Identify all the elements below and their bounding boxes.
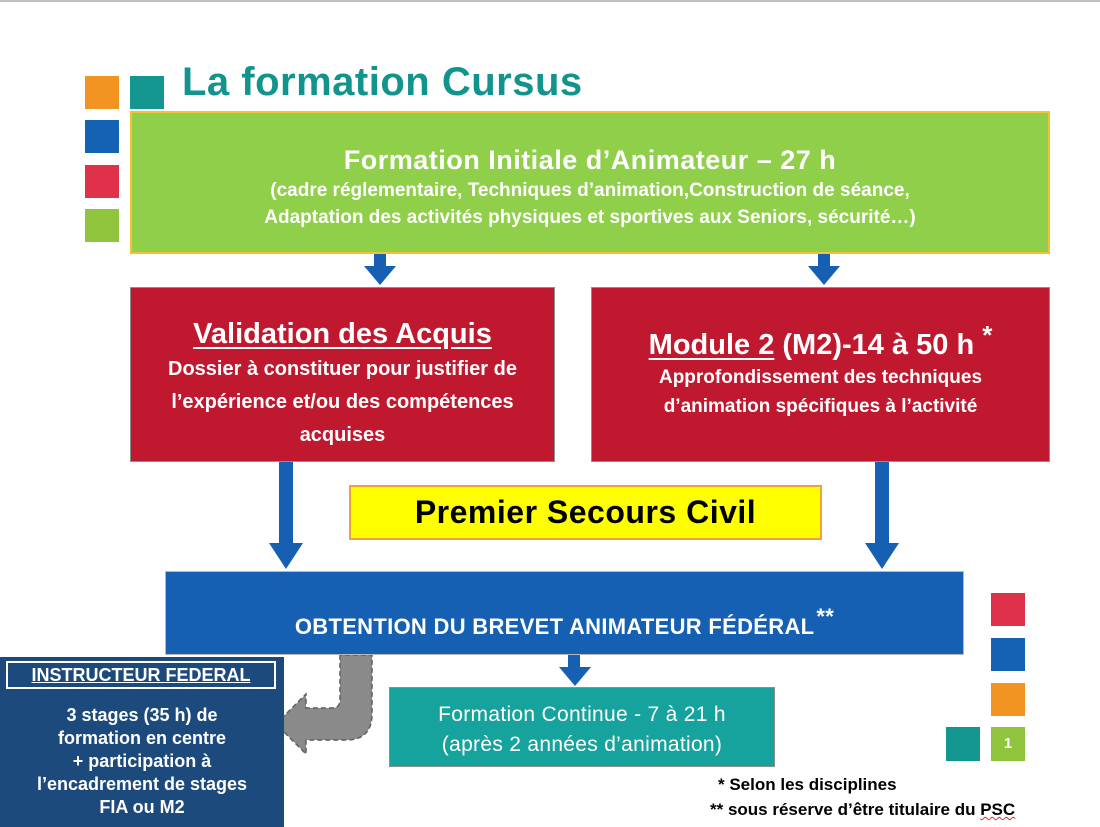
module2-heading-rest: (M2)-14 à 50 h	[774, 329, 975, 361]
brevet-label: OBTENTION DU BREVET ANIMATEUR FÉDÉRAL	[294, 614, 815, 639]
arrow-brevet-to-formation-continue	[559, 655, 591, 686]
deco-square-blue-right	[991, 638, 1025, 671]
instructeur-line-4: l’encadrement de stages	[36, 774, 248, 794]
fia-box	[130, 111, 1050, 254]
module2-star: *	[982, 320, 993, 350]
deco-square-red-right	[991, 593, 1025, 626]
page-title: La formation Cursus	[182, 60, 583, 104]
validation-box	[130, 287, 555, 462]
instructeur-heading: INSTRUCTEUR FEDERAL	[6, 661, 276, 689]
instructeur-line-3: + participation à	[72, 751, 212, 771]
instructeur-text	[0, 704, 284, 819]
module2-heading	[592, 320, 1049, 362]
arrow-fia-to-m2	[808, 254, 840, 285]
footnote-1: * Selon les disciplines	[718, 775, 897, 794]
psc-box	[349, 485, 822, 540]
page-number: 1	[991, 727, 1025, 761]
module2-line-1: Approfondissement des techniques	[658, 367, 983, 388]
psc-label: Premier Secours Civil	[414, 494, 757, 530]
fia-line-2: Adaptation des activités physiques et sportives aux Seniors, sécurité…)	[264, 207, 916, 228]
arrow-validation-to-brevet	[269, 462, 303, 569]
arrow-brevet-to-instructeur	[276, 655, 372, 754]
instructeur-line-5: FIA ou M2	[99, 797, 185, 817]
footnote-2-text: ** sous réserve d’être titulaire du	[710, 800, 981, 819]
deco-square-orange-right	[991, 683, 1025, 716]
formation-continue-line-1: Formation Continue - 7 à 21 h	[438, 703, 726, 726]
validation-heading: Validation des Acquis	[193, 318, 492, 350]
arrow-m2-to-brevet	[865, 462, 899, 569]
arrow-fia-to-validation	[364, 254, 396, 285]
deco-square-teal-right	[946, 727, 980, 761]
instructeur-line-2: formation en centre	[57, 728, 227, 748]
module2-heading-underlined: Module 2	[648, 329, 775, 361]
instructeur-box	[0, 657, 284, 827]
module2-line-2: d’animation spécifiques à l’activité	[663, 396, 978, 417]
brevet-text	[166, 604, 963, 640]
footnote-2	[710, 800, 1015, 820]
fia-line-1: (cadre réglementaire, Techniques d’animation,Construction de séance,	[270, 180, 910, 201]
validation-line-3: acquises	[299, 424, 386, 446]
brevet-stars: **	[816, 604, 835, 629]
fia-heading: Formation Initiale d’Animateur – 27 h	[343, 145, 837, 175]
validation-line-2: l’expérience et/ou des compétences	[171, 391, 514, 413]
brevet-box	[165, 571, 964, 655]
footnote-2-psc: PSC	[980, 800, 1016, 819]
instructeur-line-1: 3 stages (35 h) de	[66, 705, 218, 725]
formation-continue-line-2: (après 2 années d’animation)	[441, 733, 723, 756]
module2-box	[591, 287, 1050, 462]
validation-line-1: Dossier à constituer pour justifier de	[168, 358, 517, 380]
formation-continue-box	[389, 687, 775, 767]
